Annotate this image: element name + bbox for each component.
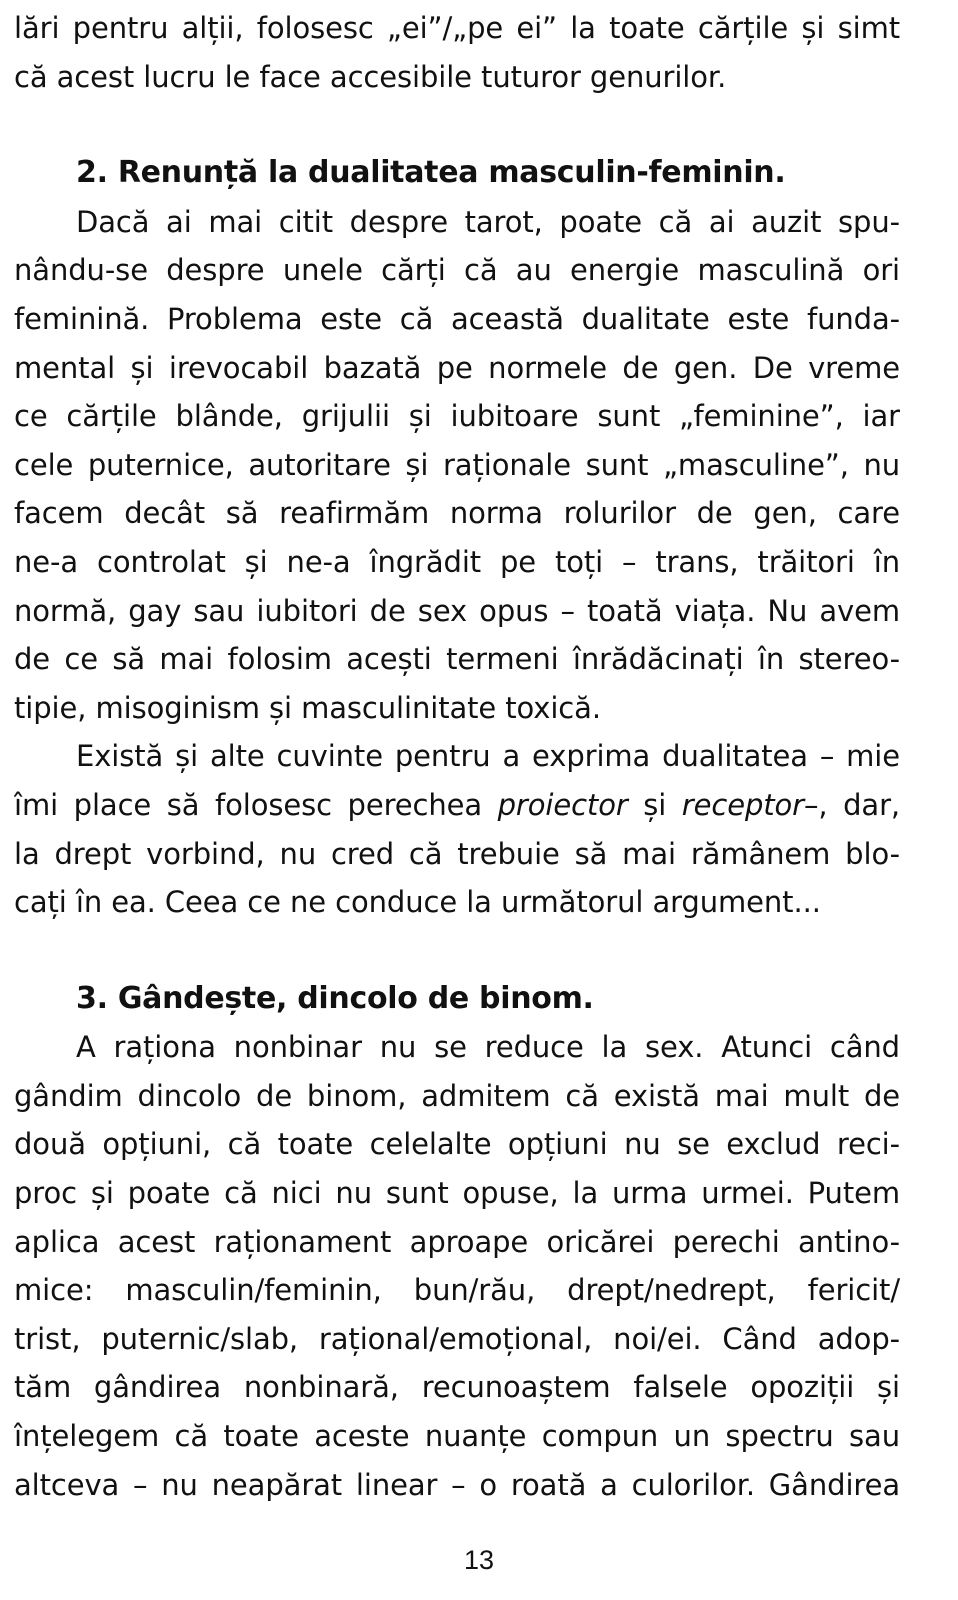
paragraph-line: proc și poate că nici nu sunt opuse, la urma urmei. Putem xyxy=(14,1176,900,1211)
paragraph-line: tipie, misoginism și masculinitate toxică. xyxy=(14,690,601,725)
paragraph-line: gândim dincolo de binom, admitem că există mai mult de xyxy=(14,1078,900,1113)
paragraph-line: cați în ea. Ceea ce ne conduce la următorul argument... xyxy=(14,885,821,920)
paragraph-line: Există și alte cuvinte pentru a exprima dualitatea – mie xyxy=(76,739,900,774)
section-3-heading: 3. Gândește, dincolo de binom. xyxy=(76,980,594,1016)
paragraph-line: facem decât să reafirmăm norma rolurilor de gen, care xyxy=(14,496,900,531)
paragraph-line: trist, puternic/slab, rațional/emoțional, noi/ei. Când adop- xyxy=(14,1321,900,1356)
paragraph-line-with-emphasis xyxy=(14,781,900,830)
section-gap xyxy=(14,101,900,149)
paragraph-line: la drept vorbind, nu cred că trebuie să mai rămânem blo- xyxy=(14,836,900,871)
intro-line: că acest lucru le face accesibile tuturor genurilor. xyxy=(14,59,727,94)
section-2-heading: 2. Renunță la dualitatea masculin-feminin. xyxy=(76,155,786,191)
section-gap xyxy=(14,927,900,975)
paragraph-line: de ce să mai folosim acești termeni înrădăcinați în stereo- xyxy=(14,642,900,677)
paragraph-line: mental și irevocabil bazată pe normele de gen. De vreme xyxy=(14,350,900,385)
text-run: și xyxy=(627,787,682,822)
emphasis-receptor: receptor xyxy=(681,787,804,822)
paragraph-line: altceva – nu neapărat linear – o roată a culorilor. Gândirea xyxy=(14,1467,900,1502)
text-run: îmi place să folosesc perechea xyxy=(14,787,498,822)
paragraph-line: nându-se despre unele cărți că au energie masculină ori xyxy=(14,253,900,288)
paragraph-line: înțelegem că toate aceste nuanțe compun un spectru sau xyxy=(14,1419,900,1454)
emphasis-proiector: proiector xyxy=(497,787,628,822)
paragraph-line: feminină. Problema este că această dualitate este funda- xyxy=(14,301,900,336)
paragraph-line: mice: masculin/feminin, bun/rău, drept/nedrept, fericit/ xyxy=(14,1273,900,1308)
paragraph-line: cele puternice, autoritare și raționale sunt „masculine”, nu xyxy=(14,447,900,482)
paragraph-line: Dacă ai mai citit despre tarot, poate că ai auzit spu- xyxy=(76,204,900,239)
paragraph-line: două opțiuni, că toate celelalte opțiuni nu se exclud reci- xyxy=(14,1127,900,1162)
page-number: 13 xyxy=(463,1545,495,1575)
paragraph-line: A raționa nonbinar nu se reduce la sex. Atunci când xyxy=(76,1030,900,1065)
paragraph-line: ce cărțile blânde, grijulii și iubitoare sunt „feminine”, iar xyxy=(14,399,900,434)
paragraph-line: normă, gay sau iubitori de sex opus – toată viața. Nu avem xyxy=(14,593,900,628)
page-body xyxy=(14,4,900,1509)
paragraph-line: ne-a controlat și ne-a îngrădit pe toți – trans, trăitori în xyxy=(14,544,900,579)
text-run: –, dar, xyxy=(804,787,900,822)
paragraph-line: tăm gândirea nonbinară, recunoaștem falsele opoziții și xyxy=(14,1370,900,1405)
paragraph-line: aplica acest raționament aproape oricărei perechi antino- xyxy=(14,1224,900,1259)
intro-line: lări pentru alții, folosesc „ei”/„pe ei” la toate cărțile și simt xyxy=(14,11,900,45)
